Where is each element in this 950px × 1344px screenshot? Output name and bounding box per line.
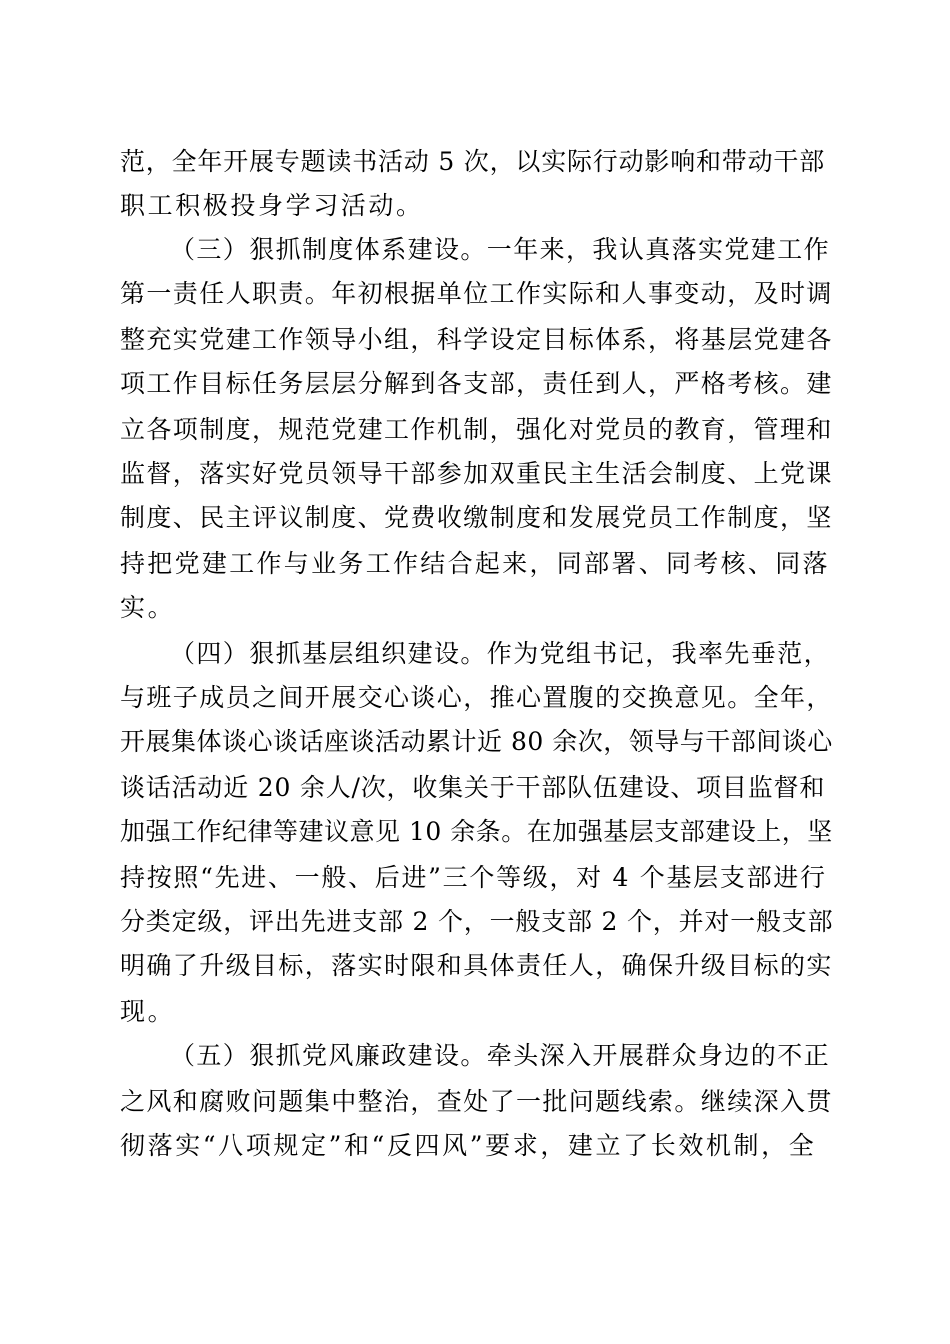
text-line: 职工积极投身学习活动。: [120, 191, 424, 220]
text-line: 监督，落实好党员领导干部参加双重民主生活会制度、上党课: [120, 459, 833, 488]
text-line: 彻落实“八项规定”和“反四风”要求，建立了长效机制，全: [120, 1131, 817, 1160]
section-heading-line: （四）狠抓基层组织建设。作为党组书记，我率先垂范，: [170, 639, 831, 668]
text-line: 第一责任人职责。年初根据单位工作实际和人事变动，及时调: [120, 279, 833, 308]
text-line: 开展集体谈心谈话座谈活动累计近 80 余次，领导与干部间谈心: [120, 727, 833, 756]
text-line: 谈话活动近 20 余人/次，收集关于干部队伍建设、项目监督和: [120, 773, 826, 802]
section-heading-line: （五）狠抓党风廉政建设。牵头深入开展群众身边的不正: [170, 1041, 831, 1070]
section-heading-line: （三）狠抓制度体系建设。一年来，我认真落实党建工作: [170, 235, 831, 264]
text-line: 项工作目标任务层层分解到各支部，责任到人，严格考核。建: [120, 369, 833, 398]
text-line: 立各项制度，规范党建工作机制，强化对党员的教育，管理和: [120, 415, 833, 444]
text-line: 整充实党建工作领导小组，科学设定目标体系，将基层党建各: [120, 325, 833, 354]
text-line: 之风和腐败问题集中整治，查处了一批问题线索。继续深入贯: [120, 1087, 833, 1116]
text-line: 制度、民主评议制度、党费收缴制度和发展党员工作制度，坚: [120, 503, 833, 532]
text-line: 现。: [120, 997, 176, 1026]
text-line: 持按照“先进、一般、后进”三个等级，对 4 个基层支部进行: [120, 863, 827, 892]
text-line: 持把党建工作与业务工作结合起来，同部署、同考核、同落: [120, 549, 830, 578]
text-line: 实。: [120, 593, 176, 622]
text-line: 明确了升级目标，落实时限和具体责任人，确保升级目标的实: [120, 951, 833, 980]
text-line: 与班子成员之间开展交心谈心，推心置腹的交换意见。全年，: [120, 683, 833, 712]
text-line: 范，全年开展专题读书活动 5 次，以实际行动影响和带动干部: [120, 147, 826, 176]
text-line: 分类定级，评出先进支部 2 个，一般支部 2 个，并对一般支部: [120, 907, 834, 936]
text-line: 加强工作纪律等建议意见 10 余条。在加强基层支部建设上，坚: [120, 817, 833, 846]
